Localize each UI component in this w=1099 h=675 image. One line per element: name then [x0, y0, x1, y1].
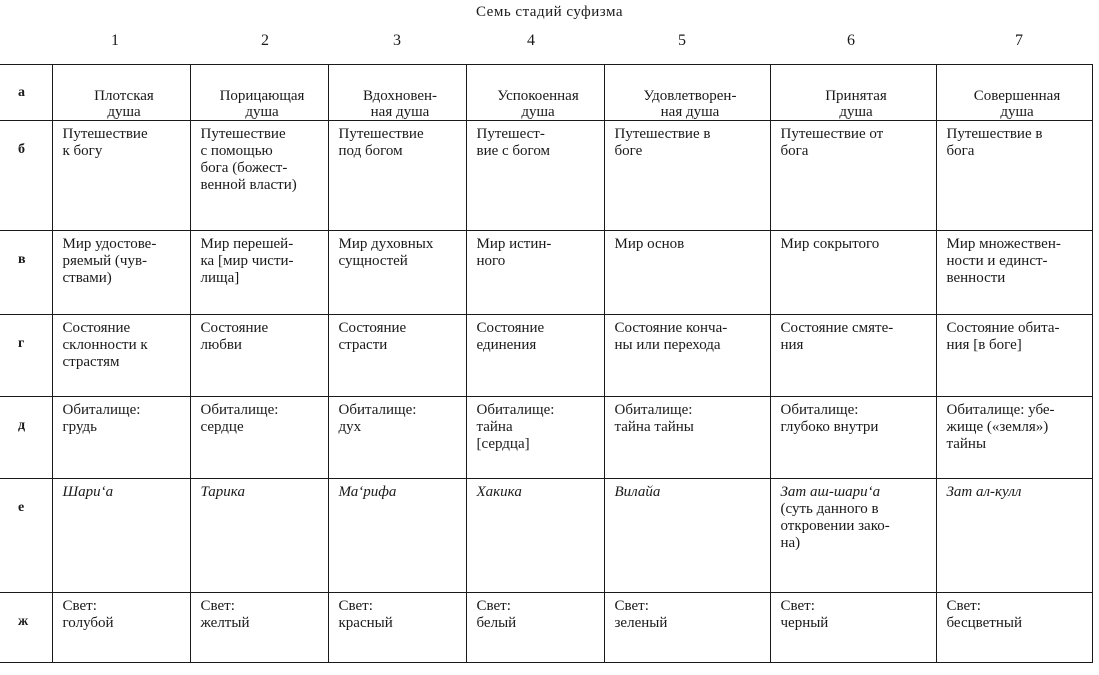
column-number-5: 5 [678, 32, 686, 49]
table-cell: Обиталище: тайна [сердца] [466, 397, 604, 479]
column-number-4: 4 [527, 32, 535, 49]
stages-table [0, 64, 1093, 663]
row-key: д [0, 397, 52, 479]
table-cell: Состояние конча- ны или перехода [604, 315, 770, 397]
table-cell: Мир удостове- ряемый (чув- ствами) [52, 231, 190, 315]
table-cell: Свет: голубой [52, 593, 190, 663]
table-cell: Ма‘рифа [328, 479, 466, 593]
table-row [0, 593, 1092, 663]
table-cell: Обиталище: грудь [52, 397, 190, 479]
table-cell: Мир перешей- ка [мир чисти- лища] [190, 231, 328, 315]
column-number-1: 1 [111, 32, 119, 49]
table-cell: Свет: желтый [190, 593, 328, 663]
table-cell: Путешествие с помощью бога (божест- венной власти) [190, 121, 328, 231]
table-cell: Состояние единения [466, 315, 604, 397]
table-cell: Свет: черный [770, 593, 936, 663]
table-cell: Путешествие в боге [604, 121, 770, 231]
table-row [0, 315, 1092, 397]
column-number-7: 7 [1015, 32, 1023, 49]
table-cell: Тарика [190, 479, 328, 593]
table-cell: Состояние склонности к страстям [52, 315, 190, 397]
table-cell: Обиталище: убе- жище («земля») тайны [936, 397, 1092, 479]
table-cell: Мир множествен- ности и единст- венности [936, 231, 1092, 315]
row-key: в [0, 231, 52, 315]
table-cell: Путешествие к богу [52, 121, 190, 231]
table-cell: Совершенная душа [936, 65, 1092, 121]
table-cell: Свет: бесцветный [936, 593, 1092, 663]
table-cell: Путешествие под богом [328, 121, 466, 231]
table-cell: Принятая душа [770, 65, 936, 121]
table-cell: Путешест- вие с богом [466, 121, 604, 231]
table-cell: Порицающая душа [190, 65, 328, 121]
column-numbers [0, 32, 1099, 54]
column-number-6: 6 [847, 32, 855, 49]
table-cell: Мир основ [604, 231, 770, 315]
table-cell: Обиталище: дух [328, 397, 466, 479]
row-key: б [0, 121, 52, 231]
table-cell: Плотская душа [52, 65, 190, 121]
table-cell: Свет: красный [328, 593, 466, 663]
table-cell: Обиталище: тайна тайны [604, 397, 770, 479]
row-key: а [0, 65, 52, 121]
row-key: г [0, 315, 52, 397]
table-row [0, 397, 1092, 479]
table-cell: Состояние любви [190, 315, 328, 397]
table-cell: Успокоенная душа [466, 65, 604, 121]
table-cell: Удовлетворен- ная душа [604, 65, 770, 121]
table-cell: Хакика [466, 479, 604, 593]
table-cell: Свет: зеленый [604, 593, 770, 663]
column-number-2: 2 [261, 32, 269, 49]
table-cell: Вдохновен- ная душа [328, 65, 466, 121]
table-cell: Зат ал-кулл [936, 479, 1092, 593]
table-row [0, 231, 1092, 315]
table-cell: Свет: белый [466, 593, 604, 663]
row-key: ж [0, 593, 52, 663]
row-key: е [0, 479, 52, 593]
table-cell: Состояние страсти [328, 315, 466, 397]
table-cell: Мир духовных сущностей [328, 231, 466, 315]
column-number-3: 3 [393, 32, 401, 49]
table-cell: Обиталище: сердце [190, 397, 328, 479]
table-row [0, 479, 1092, 593]
table-cell: Мир истин- ного [466, 231, 604, 315]
table-cell: Мир сокрытого [770, 231, 936, 315]
table-row [0, 121, 1092, 231]
table-cell: Обиталище: глубоко внутри [770, 397, 936, 479]
table-cell: Вилайа [604, 479, 770, 593]
table-row [0, 65, 1092, 121]
table-cell: Состояние обита- ния [в боге] [936, 315, 1092, 397]
table-cell: Путешествие в бога [936, 121, 1092, 231]
table-cell: Путешествие от бога [770, 121, 936, 231]
table-cell: Зат аш-шари‘а (суть данного в откровении зако- на) [770, 479, 936, 593]
cell-note: (суть данного в откровении зако- на) [780, 501, 890, 551]
table-cell: Шари‘а [52, 479, 190, 593]
page-title: Семь стадий суфизма [475, 4, 623, 20]
table-cell: Состояние смяте- ния [770, 315, 936, 397]
